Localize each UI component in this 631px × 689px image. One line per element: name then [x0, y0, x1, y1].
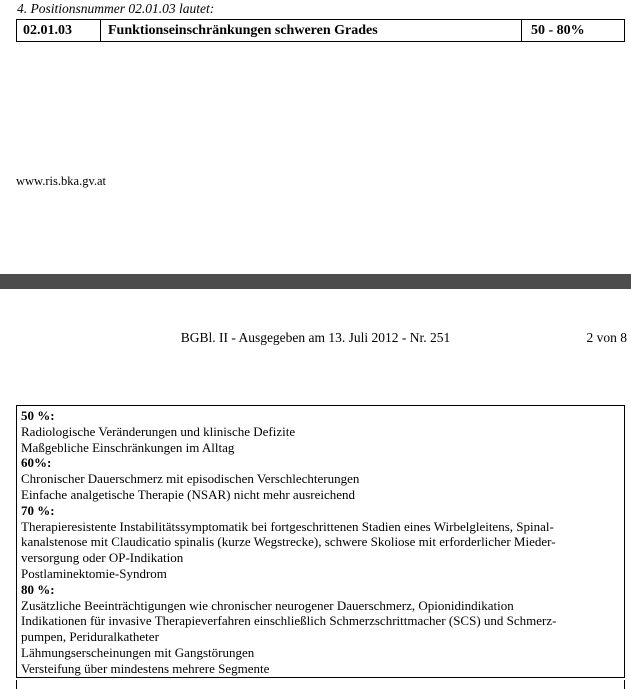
grade-percent-heading: 80 %: [21, 581, 55, 597]
grade-percent-heading: 60%: [21, 455, 52, 471]
criteria-text-line: Radiologische Veränderungen und klinische Defizite [21, 423, 296, 439]
criteria-text-line: kanalstenose mit Claudicatio spinalis (kurze Wegstrecke), schwere Skoliose mit erforderlicher Mieder- [21, 534, 556, 550]
amendment-heading: 4. Positionsnummer 02.01.03 lautet: [17, 1, 215, 16]
position-table [16, 19, 625, 42]
next-table-row-partial [16, 680, 625, 689]
grade-percent-heading: 70 %: [21, 502, 55, 518]
page-header [0, 330, 631, 346]
criteria-text-line: Therapieresistente Instabilitätssymptomatik bei fortgeschrittenen Stadien eines Wirbelgleitens, Spinal- [21, 518, 554, 534]
position-title-cell: Funktionseinschränkungen schweren Grades [101, 20, 522, 41]
page-separator-bar [0, 274, 631, 289]
criteria-text-line: pumpen, Periduralkatheter [21, 629, 159, 645]
criteria-text-line: Chronischer Dauerschmerz mit episodischen Verschlechterungen [21, 471, 360, 487]
percent-range-cell: 50 - 80% [531, 22, 585, 38]
criteria-text-line: Versteifung über mindestens mehrere Segmente [21, 660, 270, 676]
criteria-text-line: Einfache analgetische Therapie (NSAR) nicht mehr ausreichend [21, 486, 356, 502]
criteria-text-line: Maßgebliche Einschränkungen im Alltag [21, 439, 235, 455]
criteria-text-line: Postlaminektomie-Syndrom [21, 565, 167, 581]
criteria-text-line: versorgung oder OP-Indikation [21, 550, 184, 566]
grade-percent-heading: 50 %: [21, 408, 55, 423]
criteria-text-line: Lähmungserscheinungen mit Gangstörungen [21, 644, 255, 660]
journal-header-text: BGBl. II - Ausgegeben am 13. Juli 2012 - Nr. 251 [180, 330, 451, 345]
page-number: 2 von 8 [586, 330, 627, 345]
criteria-text-line: Indikationen für invasive Therapieverfahren einschließlich Schmerzschrittmacher (SCS) und Schmerz- [21, 613, 557, 629]
website-url: www.ris.bka.gv.at [16, 174, 107, 188]
criteria-text-line: Zusätzliche Beeinträchtigungen wie chronischer neurogener Dauerschmerz, Opionidindikation [21, 597, 514, 613]
grade-criteria-box [16, 405, 625, 678]
position-code-cell: 02.01.03 [17, 20, 101, 41]
